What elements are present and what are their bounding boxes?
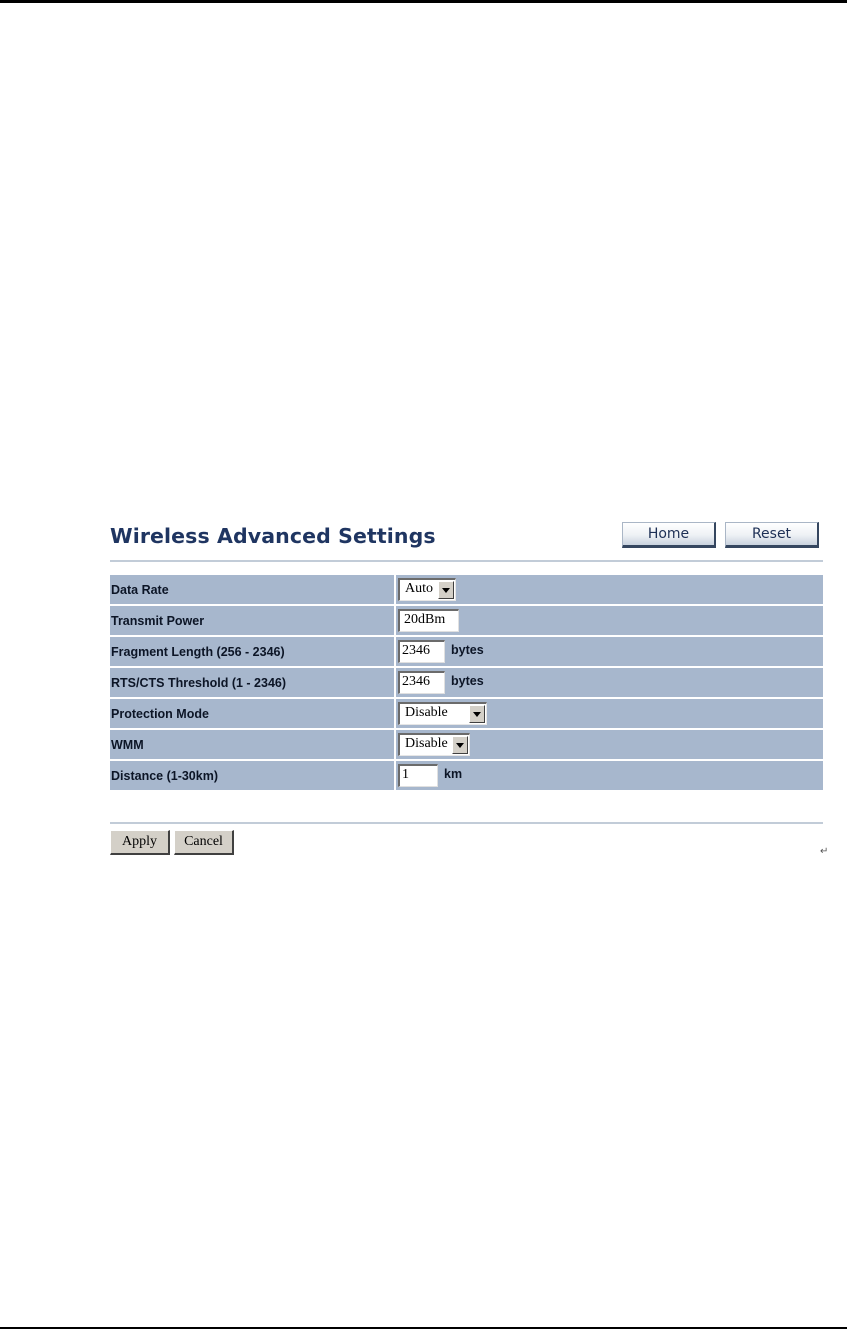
distance-field[interactable]: 1: [398, 764, 438, 787]
protection-mode-label: Protection Mode: [111, 707, 209, 721]
wmm-select[interactable]: [398, 733, 470, 756]
dropdown-arrow-icon[interactable]: [438, 581, 454, 599]
column-divider: [394, 575, 396, 604]
rts-cts-threshold-field[interactable]: 2346: [398, 671, 445, 694]
column-divider: [394, 668, 396, 697]
data-rate-select[interactable]: [398, 578, 456, 601]
data-rate-value: Auto: [405, 581, 433, 596]
fragment-length-row: [110, 637, 823, 666]
wmm-row: [110, 730, 823, 759]
fragment-length-label: Fragment Length (256 - 2346): [111, 645, 285, 659]
reset-button[interactable]: Reset: [725, 522, 819, 548]
transmit-power-field[interactable]: 20dBm: [398, 609, 459, 632]
data-rate-row: [110, 575, 823, 604]
rts-cts-threshold-label: RTS/CTS Threshold (1 - 2346): [111, 676, 287, 690]
dropdown-arrow-icon[interactable]: [452, 736, 468, 754]
column-divider: [394, 699, 396, 728]
page-bottom-rule: [0, 1327, 847, 1329]
title-divider: [110, 560, 823, 562]
protection-mode-row: [110, 699, 823, 728]
wmm-value: Disable: [405, 736, 448, 751]
paragraph-return-icon: ↵: [820, 846, 829, 857]
page-top-rule: [0, 0, 847, 3]
column-divider: [394, 730, 396, 759]
page-title: Wireless Advanced Settings: [110, 524, 436, 548]
fragment-length-field[interactable]: 2346: [398, 640, 445, 663]
distance-row: [110, 761, 823, 790]
protection-mode-select[interactable]: [398, 702, 487, 725]
fragment-length-unit: bytes: [451, 643, 484, 657]
home-button[interactable]: Home: [622, 522, 716, 548]
rts-cts-threshold-row: [110, 668, 823, 697]
distance-label: Distance (1-30km): [111, 769, 218, 783]
column-divider: [394, 761, 396, 790]
wmm-label: WMM: [111, 738, 144, 752]
dropdown-arrow-icon[interactable]: [469, 705, 485, 723]
transmit-power-label: Transmit Power: [111, 614, 205, 628]
form-divider: [110, 822, 823, 824]
column-divider: [394, 606, 396, 635]
data-rate-label: Data Rate: [111, 583, 169, 597]
rts-cts-threshold-unit: bytes: [451, 674, 484, 688]
distance-unit: km: [444, 767, 463, 781]
protection-mode-value: Disable: [405, 705, 448, 720]
settings-table: [110, 575, 823, 792]
apply-button[interactable]: Apply: [110, 830, 170, 855]
transmit-power-row: [110, 606, 823, 635]
cancel-button[interactable]: Cancel: [174, 830, 234, 855]
column-divider: [394, 637, 396, 666]
